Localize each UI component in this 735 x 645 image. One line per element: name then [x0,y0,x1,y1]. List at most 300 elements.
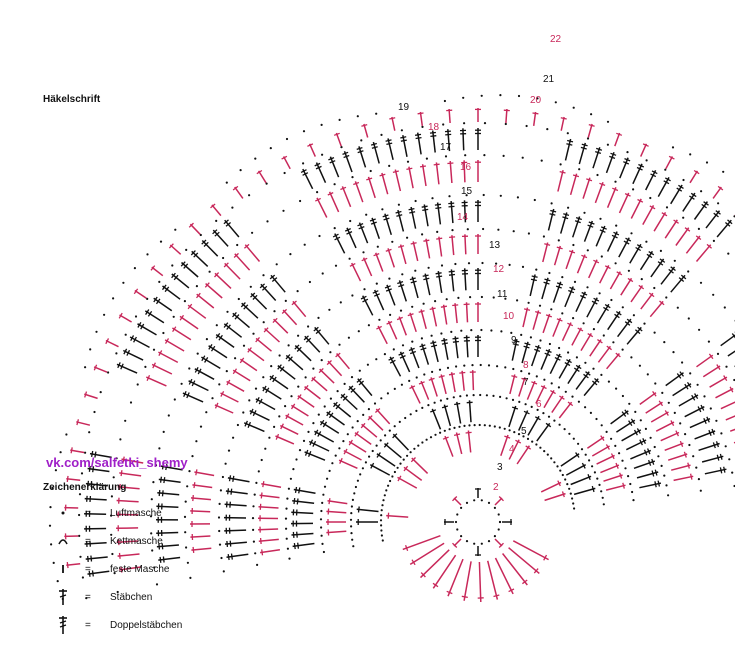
chain-dot [362,251,364,253]
band-stitch [386,513,408,519]
band-stitch [320,420,339,433]
band-stitch [387,321,397,339]
chain-dot [708,341,710,343]
band-stitch [449,372,455,392]
chain-dot [359,473,361,475]
band-stitch [608,311,622,329]
band-stitch [386,248,395,267]
chain-dot [687,270,689,272]
chain-dot [351,539,353,541]
chain-dot [216,324,218,326]
band-stitch [434,162,440,184]
chain-dot [389,430,391,432]
chain-dot [548,416,550,418]
band-stitch [553,318,563,337]
band-stitch [380,173,388,194]
chain-dot [632,188,634,190]
chain-dot [428,267,430,269]
band-stitch [699,441,720,450]
chain-dot [153,349,155,351]
chain-dot [479,394,481,396]
chain-dot [303,440,305,442]
chain-dot [380,529,382,531]
band-stitch [410,277,418,298]
chain-dot [381,534,383,536]
chain-dot [622,395,624,397]
band-stitch [117,362,137,373]
chain-dot [567,207,569,209]
chain-dot [713,240,715,242]
chain-dot [497,229,499,231]
band-stitch [282,309,296,324]
round-number: 2 [493,482,499,493]
chain-dot [576,356,578,358]
chain-dot [674,260,676,262]
band-stitch [373,290,384,310]
chain-dot [567,351,569,353]
band-stitch [333,234,345,254]
band-stitch [619,238,631,257]
round-number: 12 [493,264,505,275]
chain-dot [49,506,51,508]
chain-dot [590,412,592,414]
chain-dot [469,296,471,298]
band-stitch [475,200,481,222]
chain-dot [220,489,222,491]
chain-dot [238,298,240,300]
band-stitch [590,340,603,357]
chain-dot [384,434,386,436]
chain-dot [318,235,320,237]
band-stitch [295,345,311,361]
chain-dot [158,281,160,283]
chain-dot [510,332,512,334]
chain-dot [415,410,417,412]
band-stitch [248,348,264,361]
band-stitch [341,394,358,410]
band-stitch [292,498,314,504]
chain-dot [453,396,455,398]
band-stitch [227,380,245,391]
chain-dot [344,383,346,385]
band-stitch [423,239,429,259]
band-stitch [85,496,107,502]
chain-dot [248,194,250,196]
band-stitch [441,338,448,360]
chain-dot [689,153,691,155]
edge-stitch [446,109,452,123]
chain-dot [218,383,220,385]
chain-dot [474,424,476,426]
band-stitch [357,507,379,513]
chain-dot [572,502,574,504]
chain-dot [543,235,545,237]
band-stitch [327,361,342,376]
band-stitch [596,226,607,246]
round-number: 18 [428,122,440,133]
chain-dot [668,402,670,404]
chain-dot [188,367,190,369]
edge-stitch [169,244,180,255]
chain-dot [583,212,585,214]
band-stitch [419,381,429,400]
band-stitch [315,163,326,183]
chain-dot [340,146,342,148]
chain-dot [522,266,524,268]
chain-dot [321,154,323,156]
band-stitch [309,440,329,451]
band-stitch [686,236,701,253]
band-stitch [587,298,599,318]
chain-dot [584,362,586,364]
band-stitch [597,454,615,465]
chain-dot [384,353,386,355]
chain-dot [421,233,423,235]
chain-dot [483,194,485,196]
chain-dot [320,510,322,512]
chain-dot [466,502,468,504]
chain-dot [561,312,563,314]
chain-dot [278,415,280,417]
chain-dot [49,525,51,527]
chain-dot [431,371,433,373]
chain-dot [684,433,686,435]
chain-dot [285,528,287,530]
chain-dot [215,220,217,222]
chain-dot [130,401,132,403]
chain-dot [119,438,121,440]
band-stitch [695,202,709,220]
band-stitch [631,199,643,219]
band-stitch [201,356,220,369]
chain-dot [558,386,560,388]
chain-dot [211,397,213,399]
chain-dot [633,314,635,316]
chain-dot [414,270,416,272]
band-stitch [165,338,184,351]
chain-dot [547,454,549,456]
chain-dot [451,229,453,231]
chain-dot [112,297,114,299]
chain-dot [320,526,322,528]
band-stitch [259,538,279,544]
chain-dot [630,356,632,358]
band-stitch [291,521,313,527]
band-stitch [443,436,453,457]
band-stitch [607,353,621,369]
band-stitch [415,133,421,155]
band-stitch [673,382,691,395]
chain-dot [324,486,326,488]
chain-dot [512,368,514,370]
chain-dot [382,539,384,541]
chain-dot [413,448,415,450]
chain-dot [160,241,162,243]
band-stitch [578,255,588,274]
chain-dot [463,425,465,427]
chain-dot [666,206,668,208]
chain-dot [222,257,224,259]
edge-stitch [641,144,649,157]
band-stitch [510,375,517,394]
band-stitch [705,467,727,474]
chain-dot [122,282,124,284]
band-stitch [436,271,443,293]
round-number: 16 [460,162,472,173]
chain-dot [630,232,632,234]
band-stitch [690,417,710,428]
chain-dot [584,406,586,408]
band-stitch [452,303,458,323]
chain-dot [698,329,700,331]
band-stitch [574,486,595,494]
band-stitch [622,428,641,440]
chain-dot [450,331,452,333]
band-stitch [640,391,656,404]
band-stitch [616,419,634,432]
chain-dot [304,244,306,246]
band-stitch [244,421,264,432]
chain-dot [351,176,353,178]
band-stitch [730,422,735,431]
band-stitch [435,203,441,225]
chain-dot [466,394,468,396]
band-stitch [566,463,585,475]
band-stitch [685,405,705,417]
band-stitch [641,251,654,269]
round-number: 21 [543,74,555,85]
chain-dot [615,262,617,264]
round-number: 8 [523,360,529,371]
chain-dot [599,218,601,220]
band-stitch [130,335,149,347]
band-stitch [459,371,465,391]
round-number: 14 [457,212,469,223]
chain-dot [480,329,482,331]
chain-dot [572,317,574,319]
chain-dot [358,330,360,332]
chain-dot [381,208,383,210]
chain-dot [468,424,470,426]
chain-dot [484,122,486,124]
chain-dot [672,351,674,353]
band-stitch [447,161,453,183]
chain-dot [499,521,501,523]
chain-dot [456,513,458,515]
chain-dot [634,411,636,413]
band-stitch [241,303,258,319]
band-stitch [123,349,143,360]
band-stitch [404,466,422,480]
chain-dot [270,147,272,149]
band-stitch [221,391,239,402]
band-stitch [328,192,339,212]
band-stitch [280,424,298,435]
band-stitch [264,328,279,342]
chain-dot [353,492,355,494]
band-stitch [509,406,518,427]
chain-dot [587,137,589,139]
band-stitch [240,358,257,371]
band-stitch [728,343,735,357]
band-stitch [419,310,427,329]
band-stitch [304,385,320,399]
chain-dot [715,420,717,422]
legend-eq: = [85,592,91,603]
chain-dot [421,337,423,339]
chain-dot [163,431,165,433]
legend-label: feste Masche [110,564,169,575]
band-stitch [361,423,377,437]
chain-dot [447,367,449,369]
chain-dot [593,328,595,330]
chain-dot [397,467,399,469]
chain-dot [568,433,570,435]
chain-dot [543,450,545,452]
chain-dot [385,489,387,491]
band-stitch [543,243,550,262]
edge-stitch [588,124,594,138]
chain-dot [446,298,448,300]
chain-dot [601,255,603,257]
chain-dot [594,471,596,473]
band-stitch [188,304,206,318]
band-stitch [721,398,735,408]
band-stitch [626,438,646,449]
band-stitch [470,370,476,390]
band-stitch [154,297,172,311]
chain-dot [185,501,187,503]
band-stitch [646,170,658,190]
chain-dot [522,157,524,159]
chain-dot [363,288,365,290]
chain-dot [468,262,470,264]
round-number: 19 [398,102,410,113]
edge-stitch [389,117,395,131]
chain-dot [226,370,228,372]
band-stitch [233,369,250,381]
chain-dot [417,445,419,447]
chain-dot [573,438,575,440]
chain-dot [400,310,402,312]
band-stitch [362,258,372,276]
chain-dot [334,227,336,229]
chain-dot [588,459,590,461]
band-stitch [343,151,353,172]
chain-dot [661,465,663,467]
band-stitch [429,377,437,396]
watermark-link[interactable]: vk.com/salfetki_shemy [46,455,188,470]
chain-dot [367,364,369,366]
chain-dot [302,162,304,164]
chain-dot [84,366,86,368]
band-stitch [537,423,551,441]
chain-dot [568,488,570,490]
chain-dot [368,408,370,410]
chain-dot [462,97,464,99]
chain-dot [318,414,320,416]
band-stitch [258,515,278,521]
chain-dot [255,388,257,390]
chain-dot [460,330,462,332]
chain-dot [285,508,287,510]
round-number: 13 [489,240,501,251]
band-stitch [561,213,569,234]
chain-dot [144,366,146,368]
band-stitch [226,488,248,494]
band-stitch [216,333,234,347]
chain-dot [381,509,383,511]
band-stitch [584,379,599,396]
chain-dot [376,445,378,447]
chain-dot [351,294,353,296]
chain-dot [232,437,234,439]
chain-dot [603,503,605,505]
band-stitch [228,475,250,482]
chain-dot [645,428,647,430]
band-stitch [420,164,426,186]
band-stitch [224,323,242,338]
chain-dot [641,278,643,280]
band-stitch [224,220,239,237]
chain-dot [724,306,726,308]
chain-dot [348,337,350,339]
band-stitch [397,317,406,336]
chain-dot [610,299,612,301]
chain-dot [439,369,441,371]
chain-dot [490,329,492,331]
band-stitch [527,381,537,400]
band-stitch [345,228,356,248]
chain-dot [286,538,288,540]
band-stitch [439,375,446,394]
chain-dot [329,351,331,353]
chain-dot [321,502,323,504]
chain-dot [503,155,505,157]
chain-dot [456,528,458,530]
chain-dot [337,390,339,392]
chain-dot [186,485,188,487]
chain-dot [481,262,483,264]
chain-dot [279,354,281,356]
chain-dot [174,229,176,231]
band-stitch [466,431,472,453]
band-stitch [314,430,333,442]
chain-dot [463,365,465,367]
chain-dot [292,468,294,470]
chain-dot [640,419,642,421]
band-stitch [464,335,470,357]
chain-dot [460,507,462,509]
band-stitch [571,174,579,195]
band-stitch [561,453,579,467]
chain-dot [430,436,432,438]
chain-dot [496,365,498,367]
chart-title: Häkelschrift [43,94,100,105]
chain-dot [264,448,266,450]
band-stitch [328,498,348,504]
chain-dot [415,200,417,202]
band-stitch [532,345,541,366]
center-stitch [453,497,462,506]
band-stitch [157,490,179,496]
chain-dot [362,414,364,416]
chain-dot [375,358,377,360]
band-stitch [336,353,350,369]
chain-dot [206,338,208,340]
chain-dot [541,160,543,162]
chain-dot [603,334,605,336]
